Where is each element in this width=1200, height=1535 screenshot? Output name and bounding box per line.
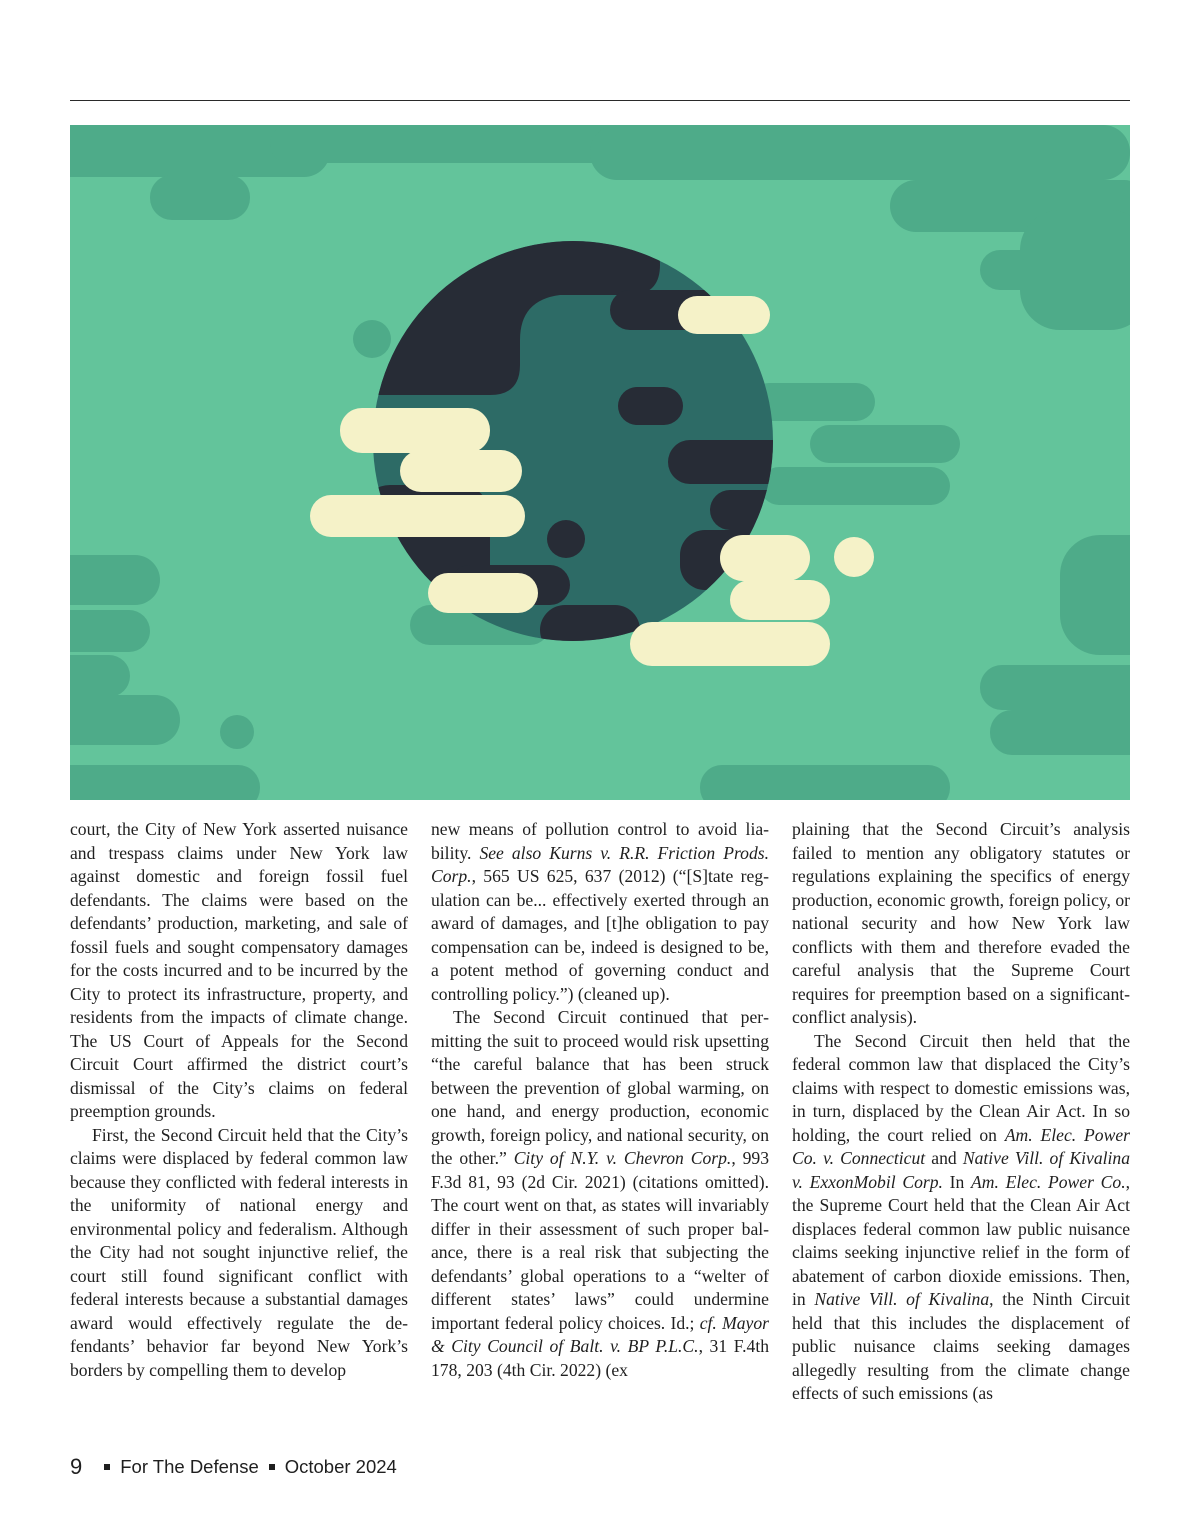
separator-square-icon — [269, 1464, 275, 1470]
paragraph — [792, 1030, 1130, 1406]
article-body — [70, 818, 1130, 1430]
text-run: , 565 US 625, 637 (2012) (“[S]tate regulation can be... effectively exerted through an award of damages, and [t]he obligation to pay compensation can be, indeed is designed to be, a potent method of governing conduct and controlling policy.”) (cleaned up). — [431, 866, 769, 1004]
paragraph — [431, 1006, 769, 1382]
publication-name: For The Defense — [120, 1456, 259, 1477]
issue-date: October 2024 — [284, 1456, 397, 1477]
text-run: The Second Circuit then held that the federal common law that displaced the City’s claims with respect to domestic emissions was, in turn, displaced by the Clean Air Act. In so holding, the court relied on — [792, 1030, 1130, 1145]
text-run: new means of pollution control to avoid liability. — [431, 819, 769, 863]
text-run: In — [942, 1171, 972, 1192]
case-citation: Am. Elec. Power Co. v. Connecticut — [792, 1124, 1130, 1168]
paragraph — [431, 818, 769, 1006]
case-citation: See also Kurns v. R.R. Friction Prods. Corp. — [431, 842, 769, 886]
paragraph: First, the Second Circuit held that the City’s claims were displaced by federal common law because they conflicted with federal interests in the uniformity of national energy and environmental policy and federalism. Although the City had not sought injunctive relief, the court still found significant conflict with federal interests because a substantial damages award would effectively regulate the defendants’ behavior far beyond New York’s borders by compelling them to develop — [70, 1124, 408, 1380]
separator-square-icon — [104, 1464, 110, 1470]
column-1 — [70, 818, 408, 1382]
column-3 — [792, 818, 1130, 1406]
case-citation: Native Vill. of Kivalina v. ExxonMobil Corp. — [792, 1148, 1130, 1192]
page-number: 9 — [70, 1454, 83, 1479]
earth-with-clouds-illustration — [70, 125, 1130, 800]
column-2 — [431, 818, 769, 1382]
text-run: , 31 F.4th 178, 203 (4th Cir. 2022) (ex — [431, 1336, 769, 1380]
text-run: , the Supreme Court held that the Clean Air Act displaces federal common law public nuisance claims seeking injunctive relief in the form of abatement of carbon dioxide emissions. Then, in — [792, 1171, 1131, 1309]
text-run: , the Ninth Circuit held that this includes the displacement of public nuisance claims seeking damages allegedly resulting from the climate change effects of such emissions (as — [792, 1289, 1130, 1403]
page-footer — [70, 1452, 397, 1482]
case-citation: City of N.Y. v. Chevron Corp. — [513, 1148, 732, 1168]
top-rule — [70, 100, 1130, 101]
text-run: and — [925, 1148, 963, 1168]
text-run: , 993 F.3d 81, 93 (2d Cir. 2021) (citations omitted). The court went on that, as states will invariably differ in their assessment of such proper balance, there is a real risk that subjecting the defendants’ global operations to a “welter of different states’ laws” could undermine important federal policy choices. Id.; — [431, 1148, 769, 1333]
case-citation: Am. Elec. Power Co. — [971, 1171, 1126, 1192]
text-run: The Second Circuit continued that permitting the suit to proceed would risk upsetting “the careful balance that has been struck between the prevention of global warming, on one hand, and energy production, economic growth, foreign policy, and national security, on the other.” — [431, 1007, 769, 1168]
paragraph: court, the City of New York asserted nuisance and trespass claims under New York law against domestic and foreign fossil fuel defendants. The claims were based on the defendants’ production, marketing, and sale of fossil fuels and sought compensatory damages for the costs incurred and to be incurred by the City to protect its infrastructure, property, and residents from the impacts of climate change. The US Court of Appeals for the Second Circuit Court affirmed the district court’s dismissal of the City’s claims on federal preemption grounds. — [70, 819, 408, 1121]
paragraph: plaining that the Second Circuit’s analysis failed to mention any obligatory statutes or regulations explaining the specifics of energy production, economic growth, foreign policy, or national security and how New York law conflicts with them and therefore evaded the careful analysis that the Supreme Court requires for preemption based on a significant-conflict analysis). — [792, 819, 1130, 1027]
case-citation: Native Vill. of Kivalina — [814, 1289, 990, 1309]
case-citation: cf. Mayor & City Council of Balt. v. BP P.L.C. — [431, 1312, 769, 1356]
